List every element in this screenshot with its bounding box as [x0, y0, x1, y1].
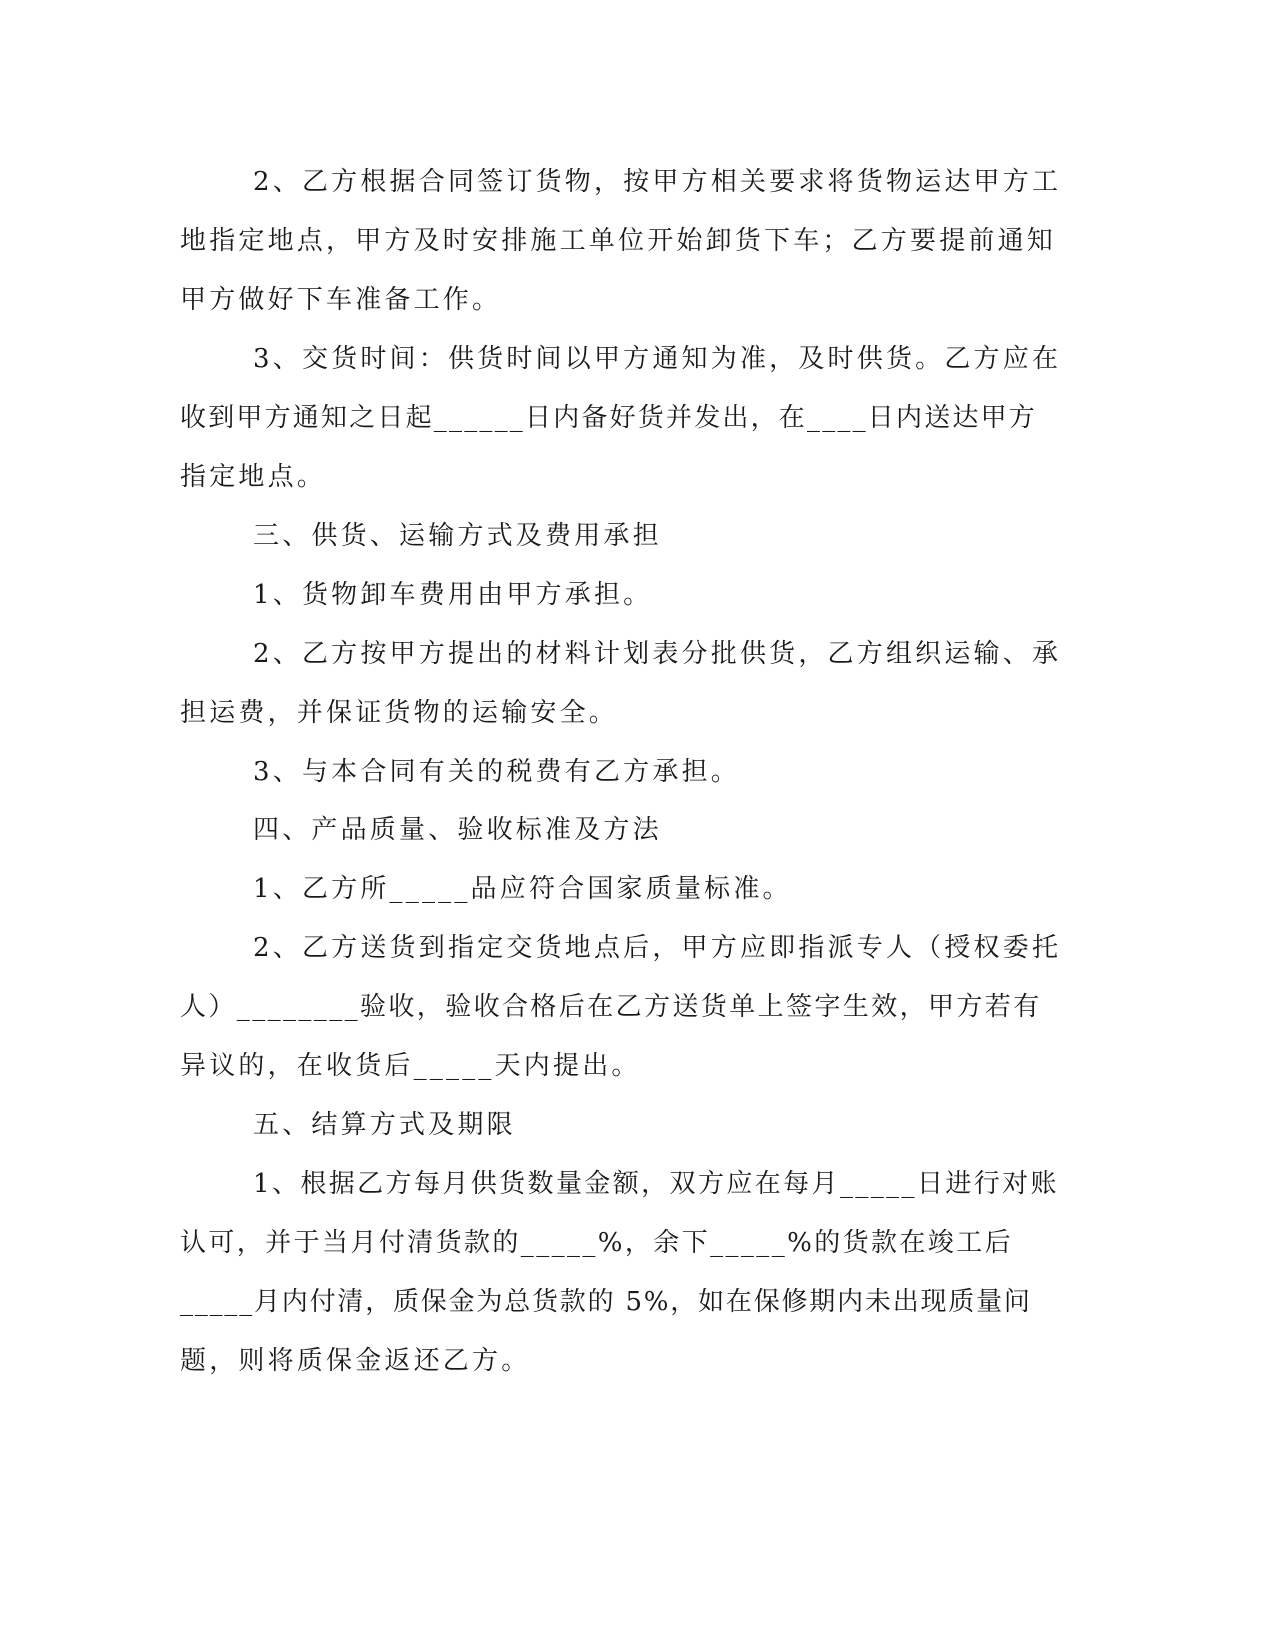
- section-4-clause-2-line-1: 2、乙方送货到指定交货地点后，甲方应即指派专人（授权委托: [253, 933, 1062, 963]
- section-5-clause-1-line-1: 1、根据乙方每月供货数量金额，双方应在每月_____日进行对账: [253, 1169, 1059, 1199]
- section-3-clause-1: 1、货物卸车费用由甲方承担。: [253, 580, 653, 610]
- paragraph-line: [0, 869, 1275, 909]
- clause-2-line-2: 地指定地点，甲方及时安排施工单位开始卸货下车；乙方要提前通知: [180, 226, 1057, 256]
- paragraph-line: [0, 752, 1275, 792]
- paragraph-line: [0, 221, 1275, 261]
- section-4-clause-2-line-2: 人）________验收，验收合格后在乙方送货单上签字生效，甲方若有: [180, 992, 1042, 1022]
- paragraph-line: [0, 693, 1275, 733]
- paragraph-line: [0, 987, 1275, 1027]
- section-heading: [0, 516, 1275, 556]
- section-4-clause-2-line-3: 异议的，在收货后_____天内提出。: [180, 1051, 641, 1081]
- section-5-clause-1-line-4: 题，则将质保金返还乙方。: [180, 1346, 531, 1376]
- section-heading: [0, 810, 1275, 850]
- clause-3-line-2: 收到甲方通知之日起______日内备好货并发出，在____日内送达甲方: [180, 403, 1038, 433]
- section-5-clause-1-line-2: 认可，并于当月付清货款的_____%，余下_____%的货款在竣工后: [180, 1228, 1014, 1258]
- section-3-clause-3: 3、与本合同有关的税费有乙方承担。: [253, 757, 740, 787]
- paragraph-line: [0, 457, 1275, 497]
- clause-2-line-1: 2、乙方根据合同签订货物，按甲方相关要求将货物运达甲方工: [253, 167, 1062, 197]
- paragraph-line: [0, 1046, 1275, 1086]
- clause-3-line-3: 指定地点。: [180, 462, 327, 492]
- section-4-clause-1: 1、乙方所_____品应符合国家质量标准。: [253, 874, 792, 904]
- section-heading: [0, 1105, 1275, 1145]
- paragraph-line: [0, 162, 1275, 202]
- section-3-heading: 三、供货、运输方式及费用承担: [253, 521, 662, 551]
- section-5-heading: 五、结算方式及期限: [253, 1110, 516, 1140]
- paragraph-line: [0, 398, 1275, 438]
- clause-3-line-1: 3、交货时间：供货时间以甲方通知为准，及时供货。乙方应在: [253, 344, 1062, 374]
- paragraph-line: [0, 1341, 1275, 1381]
- paragraph-line: [0, 634, 1275, 674]
- paragraph-line: [0, 1164, 1275, 1204]
- paragraph-line: [0, 928, 1275, 968]
- clause-2-line-3: 甲方做好下车准备工作。: [180, 285, 502, 315]
- paragraph-line: [0, 280, 1275, 320]
- section-5-clause-1-line-3: _____月内付清，质保金为总货款的 5%，如在保修期内未出现质量问: [180, 1287, 1032, 1317]
- section-3-clause-2-line-2: 担运费，并保证货物的运输安全。: [180, 698, 619, 728]
- section-3-clause-2-line-1: 2、乙方按甲方提出的材料计划表分批供货，乙方组织运输、承: [253, 639, 1062, 669]
- paragraph-line: [0, 339, 1275, 379]
- paragraph-line: [0, 1223, 1275, 1263]
- section-4-heading: 四、产品质量、验收标准及方法: [253, 815, 662, 845]
- paragraph-line: [0, 1282, 1275, 1322]
- paragraph-line: [0, 575, 1275, 615]
